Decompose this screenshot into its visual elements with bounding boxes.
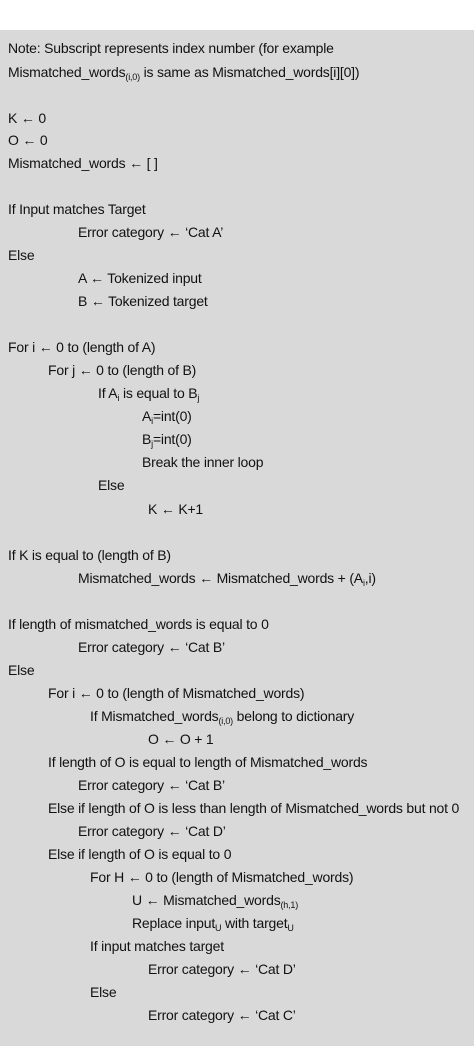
pseudocode-panel [0,30,474,1046]
code-line [132,891,298,909]
code-text: If Input matches Target [8,201,146,217]
code-text: U ← Mismatched_words [132,892,281,908]
code-subscript: (i,0) [218,716,233,726]
code-text: Else [8,247,35,263]
code-line [8,63,359,81]
code-line [48,799,459,817]
code-line [148,500,203,518]
code-text: Mismatched_words [8,64,126,80]
code-subscript: j [197,393,200,403]
code-text: For j ← 0 to (length of B) [48,362,197,378]
code-text: Error category ← ‘Cat B’ [78,777,225,793]
code-text: O ← 0 [8,132,48,148]
code-subscript: U [215,923,222,933]
code-text: B ← Tokenized target [78,293,208,309]
code-text: =int(0) [152,408,192,424]
code-line [8,661,34,679]
code-text: Else [8,662,35,678]
code-text: For i ← 0 to (length of A) [8,339,156,355]
code-line [78,776,225,794]
code-line [78,822,226,840]
code-text: is equal to B [119,385,198,401]
code-line [142,453,263,471]
code-line [90,707,354,725]
code-text: =int(0) [152,431,192,447]
code-text: ,i) [364,570,376,586]
code-text: Else if length of O is less than length of Mismatched_words but not 0 [48,800,460,816]
code-text: A ← Tokenized input [78,270,202,286]
code-line [8,154,158,172]
code-line [98,476,124,494]
code-text: Mismatched_words ← [ ] [8,155,158,171]
code-text: If length of O is equal to length of Mismatched_words [48,754,368,770]
code-line [8,546,171,564]
code-text: Else [98,477,125,493]
code-line [8,200,146,218]
code-line [78,223,223,241]
code-text: Replace input [132,915,216,931]
code-text: Error category ← ‘Cat C’ [148,1007,296,1023]
code-line [98,384,199,402]
code-line [148,960,296,978]
code-text: If A [98,385,118,401]
code-text: If length of mismatched_words is equal to 0 [8,616,269,632]
code-text: For H ← 0 to (length of Mismatched_words) [90,869,354,885]
code-line [142,430,192,448]
code-text: K ← K+1 [148,501,204,517]
code-line [142,407,192,425]
code-line [90,868,353,886]
code-text: Else if length of O is equal to 0 [48,846,232,862]
code-text: A [142,408,152,424]
code-line [8,246,34,264]
code-subscript: U [287,923,294,933]
code-subscript: i [151,416,153,426]
code-text: Error category ← ‘Cat B’ [78,639,225,655]
code-subscript: j [151,439,153,449]
code-text: is same as Mismatched_words[i][0]) [139,64,360,80]
code-line [48,845,231,863]
code-text: Note: Subscript represents index number (for example [8,40,334,56]
code-line [48,684,304,702]
code-text: If Mismatched_words [90,708,219,724]
code-text: B [142,431,152,447]
code-text: belong to dictionary [232,708,355,724]
code-subscript: i [362,578,365,588]
code-line [48,361,196,379]
code-text: For i ← 0 to (length of Mismatched_words) [48,685,305,701]
code-text: Mismatched_words ← Mismatched_words + (A [78,570,363,586]
code-line [132,914,294,932]
code-text: Error category ← ‘Cat D’ [78,823,226,839]
code-line [78,292,208,310]
code-line [48,753,367,771]
code-line [90,937,224,955]
code-text: K ← 0 [8,110,46,126]
code-line [148,730,214,748]
code-text: If K is equal to (length of B) [8,547,171,563]
code-text: Else [90,984,117,1000]
code-text: Error category ← ‘Cat D’ [148,961,296,977]
code-text: with target [221,915,288,931]
code-line [8,131,47,149]
code-line [8,615,269,633]
code-line [78,638,225,656]
code-subscript: (i,0) [125,72,140,82]
code-line [8,39,334,57]
code-text: Error category ← ‘Cat A’ [78,224,224,240]
code-line [8,338,155,356]
code-subscript: (h,1) [280,900,299,910]
code-line [78,269,202,287]
code-line [90,983,116,1001]
code-text: If input matches target [90,938,224,954]
code-subscript: i [117,393,120,403]
code-line [8,109,46,127]
code-line [78,569,376,587]
code-text: Break the inner loop [142,454,264,470]
code-line [148,1006,296,1024]
code-text: O ← O + 1 [148,731,214,747]
